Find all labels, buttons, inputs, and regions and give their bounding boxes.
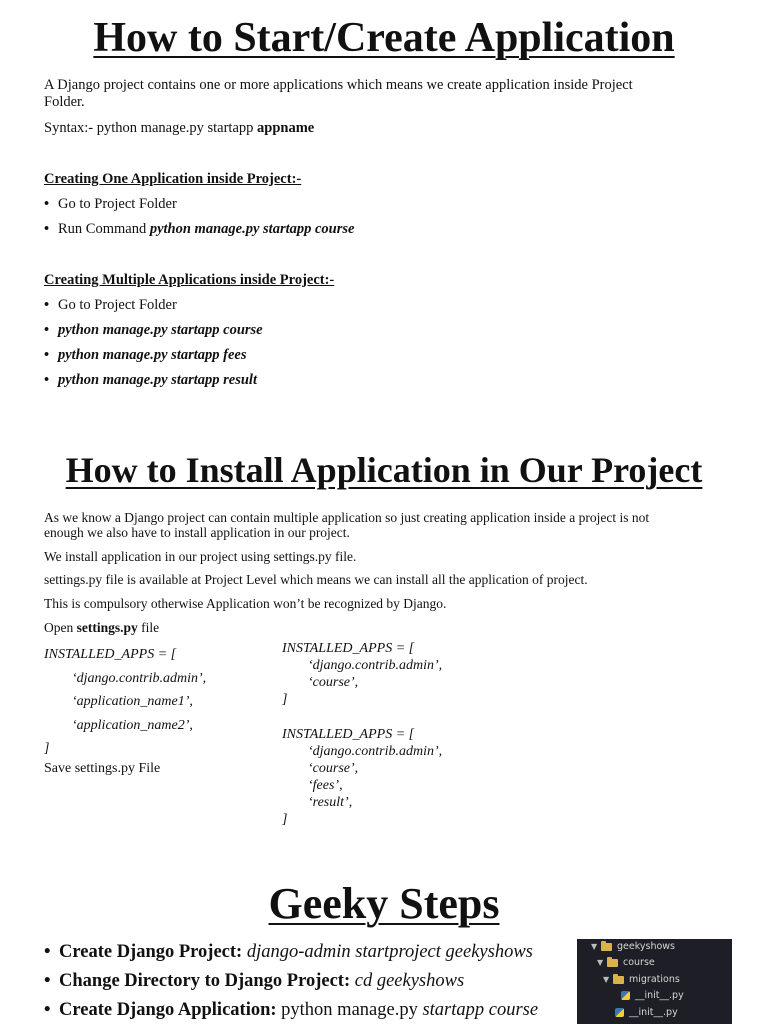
bullet-icon: • bbox=[44, 347, 50, 363]
list-item: • Create Django Application: python manage.py startapp course bbox=[44, 1000, 539, 1020]
list-item: • python manage.py startapp course bbox=[44, 322, 263, 338]
page-title-geeky-steps: Geeky Steps bbox=[268, 879, 500, 928]
intro-line-2: Folder. bbox=[44, 94, 85, 110]
page-title-create-application: How to Start/Create Application bbox=[93, 15, 675, 61]
installed-apps-code-generic: INSTALLED_APPS = [ ‘django.contrib.admin’, ‘application_name1’, ‘application_name2’, ] bbox=[44, 647, 207, 756]
chevron-down-icon: ▼ bbox=[597, 958, 604, 967]
folder-icon bbox=[613, 976, 624, 984]
syntax-prefix: Syntax:- python manage.py startapp bbox=[44, 120, 258, 136]
chevron-down-icon: ▼ bbox=[591, 942, 598, 951]
install-paragraph-4: This is compulsory otherwise Application won’t be recognized by Django. bbox=[44, 596, 447, 611]
chevron-down-icon: ▼ bbox=[603, 975, 610, 984]
heading-one-application: Creating One Application inside Project:- bbox=[44, 171, 302, 187]
installed-apps-code-course: INSTALLED_APPS = [ ‘django.contrib.admin’, ‘course’, ] bbox=[282, 641, 443, 707]
explorer-folder-course[interactable]: ▼ course bbox=[597, 957, 655, 968]
bullet-icon: • bbox=[44, 221, 50, 237]
explorer-file-init-migrations[interactable]: __init__.py bbox=[621, 988, 684, 1003]
bullet-icon: • bbox=[44, 372, 50, 388]
explorer-folder-migrations[interactable]: ▼ migrations bbox=[603, 974, 680, 985]
open-settings-line: Open settings.py file bbox=[44, 620, 160, 635]
save-settings-line: Save settings.py File bbox=[44, 761, 161, 776]
syntax-line bbox=[44, 120, 724, 137]
folder-icon bbox=[607, 959, 618, 967]
explorer-file-init-course[interactable]: __init__.py bbox=[615, 1005, 678, 1020]
install-paragraph-1: As we know a Django project can contain multiple application so just creating application inside a project is not enough we also have to install application in our project. bbox=[44, 510, 650, 540]
bullet-icon: • bbox=[44, 322, 50, 338]
bullet-icon: • bbox=[44, 942, 51, 962]
python-file-icon bbox=[621, 991, 630, 1000]
syntax-appname: appname bbox=[257, 120, 315, 136]
bullet-icon: • bbox=[44, 196, 50, 212]
intro-line-1: A Django project contains one or more applications which means we create application inside Project bbox=[44, 77, 633, 93]
intro-paragraph bbox=[44, 77, 724, 111]
list-item: • Create Django Project: django-admin startproject geekyshows bbox=[44, 942, 533, 962]
list-item: • python manage.py startapp result bbox=[44, 372, 257, 388]
install-paragraph-3: settings.py file is available at Project Level which means we can install all the application of project. bbox=[44, 572, 588, 587]
explorer-folder-geekyshows[interactable]: ▼ geekyshows bbox=[591, 941, 676, 952]
list-item: • python manage.py startapp fees bbox=[44, 347, 247, 363]
bullet-icon: • bbox=[44, 971, 51, 991]
list-item: • Go to Project Folder bbox=[44, 196, 177, 212]
file-explorer-panel bbox=[577, 939, 732, 1024]
bullet-icon: • bbox=[44, 297, 50, 313]
list-item: • Change Directory to Django Project: cd geekyshows bbox=[44, 971, 465, 991]
folder-icon bbox=[601, 943, 612, 951]
installed-apps-code-multiple: INSTALLED_APPS = [ ‘django.contrib.admin’, ‘course’, ‘fees’, ‘result’, ] bbox=[282, 727, 443, 827]
page-title-install-application: How to Install Application in Our Project bbox=[65, 450, 703, 490]
install-paragraph-2: We install application in our project using settings.py file. bbox=[44, 549, 357, 564]
list-item: • Run Command python manage.py startapp course bbox=[44, 221, 355, 237]
heading-multiple-applications: Creating Multiple Applications inside Project:- bbox=[44, 272, 335, 288]
list-item: • Go to Project Folder bbox=[44, 297, 177, 313]
bullet-icon: • bbox=[44, 1000, 51, 1020]
python-file-icon bbox=[615, 1008, 624, 1017]
